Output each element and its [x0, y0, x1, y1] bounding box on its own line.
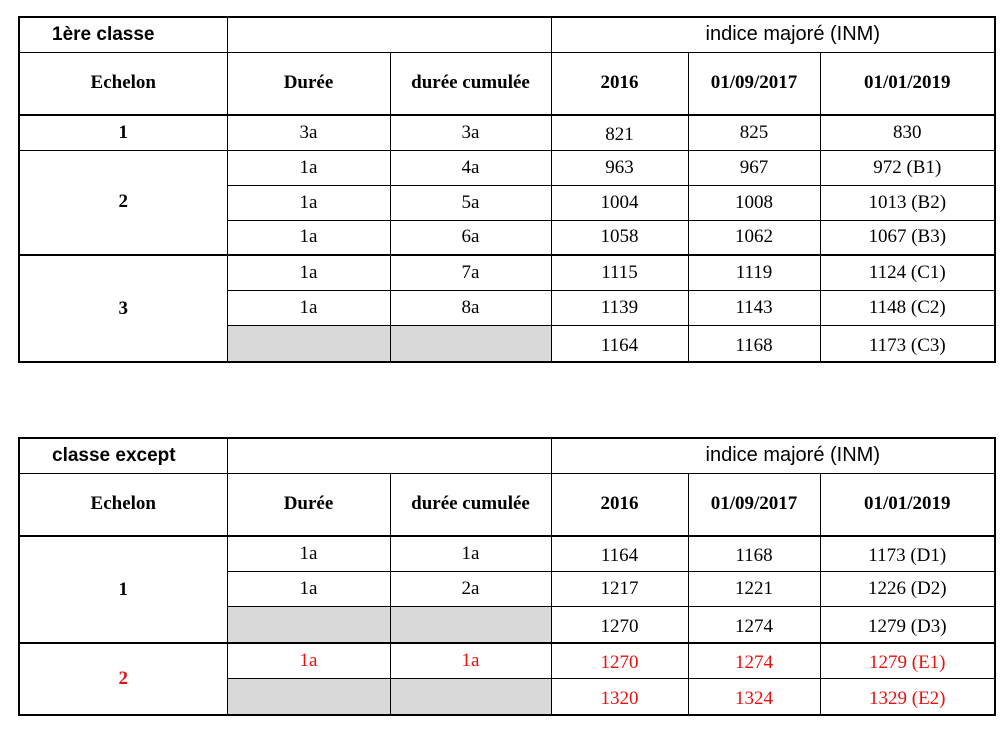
value-2017-cell: 1062: [688, 220, 820, 255]
empty-duree-cell: [227, 606, 390, 643]
value-2016-cell: 1058: [551, 220, 688, 255]
duree-cell: 1a: [227, 290, 390, 325]
echelon-cell: 1: [19, 115, 227, 150]
value-2017-cell: 967: [688, 150, 820, 185]
value-2016-cell: 1164: [551, 325, 688, 362]
value-2019-cell: 830: [820, 115, 995, 150]
empty-duree-cell: [227, 678, 390, 715]
header-echelon: Echelon: [19, 473, 227, 536]
value-2017-cell: 1324: [688, 678, 820, 715]
table-row: [19, 536, 995, 571]
header-2016: 2016: [551, 473, 688, 536]
value-2017-cell: 1274: [688, 643, 820, 678]
empty-cumul-cell: [390, 325, 551, 362]
cumul-cell: 5a: [390, 185, 551, 220]
value-2019-cell: 1067 (B3): [820, 220, 995, 255]
duree-cell: 1a: [227, 536, 390, 571]
duree-cell: 1a: [227, 185, 390, 220]
cumul-cell: 1a: [390, 536, 551, 571]
header-duree-cumulee: durée cumulée: [390, 473, 551, 536]
header-duree: Durée: [227, 52, 390, 115]
value-2016-cell: 1270: [551, 606, 688, 643]
value-2017-cell: 1143: [688, 290, 820, 325]
table-1ere-classe: [18, 16, 996, 363]
value-2019-cell: 972 (B1): [820, 150, 995, 185]
value-2016-cell: 1139: [551, 290, 688, 325]
empty-cumul-cell: [390, 606, 551, 643]
value-2016-cell: 1217: [551, 571, 688, 606]
value-2019-cell: 1279 (E1): [820, 643, 995, 678]
table-row: [19, 115, 995, 150]
duree-cell: 1a: [227, 643, 390, 678]
echelon-cell: 3: [19, 255, 227, 362]
header-echelon: Echelon: [19, 52, 227, 115]
value-2019-cell: 1124 (C1): [820, 255, 995, 290]
header-2019: 01/01/2019: [820, 473, 995, 536]
header-2017: 01/09/2017: [688, 52, 820, 115]
header-duree: Durée: [227, 473, 390, 536]
echelon-cell: 2: [19, 150, 227, 255]
table-row: [19, 643, 995, 678]
cumul-cell: 1a: [390, 643, 551, 678]
duree-cell: 1a: [227, 150, 390, 185]
value-2017-cell: 1168: [688, 325, 820, 362]
cumul-cell: 4a: [390, 150, 551, 185]
header-2019: 01/01/2019: [820, 52, 995, 115]
header-row: [19, 52, 995, 115]
header-2017: 01/09/2017: [688, 473, 820, 536]
value-2017-cell: 1168: [688, 536, 820, 571]
value-2016-cell: 1270: [551, 643, 688, 678]
value-2017-cell: 1221: [688, 571, 820, 606]
cumul-cell: 7a: [390, 255, 551, 290]
table-classe-except: [18, 437, 996, 716]
echelon-cell: 1: [19, 536, 227, 643]
cumul-cell: 3a: [390, 115, 551, 150]
cumul-cell: 6a: [390, 220, 551, 255]
header-2016: 2016: [551, 52, 688, 115]
table-title-row: [19, 17, 995, 52]
duree-cell: 3a: [227, 115, 390, 150]
value-2019-cell: 1279 (D3): [820, 606, 995, 643]
value-2016-cell: 1115: [551, 255, 688, 290]
value-2019-cell: 1329 (E2): [820, 678, 995, 715]
value-2017-cell: 1119: [688, 255, 820, 290]
value-2019-cell: 1173 (D1): [820, 536, 995, 571]
duree-cell: 1a: [227, 255, 390, 290]
value-2019-cell: 1013 (B2): [820, 185, 995, 220]
blank-header-cell: [227, 438, 551, 473]
cumul-cell: 2a: [390, 571, 551, 606]
echelon-cell: 2: [19, 643, 227, 715]
section-label: 1ère classe: [19, 17, 227, 52]
indice-label: indice majoré (INM): [551, 438, 995, 473]
table-row: [19, 255, 995, 290]
indice-label: indice majoré (INM): [551, 17, 995, 52]
value-2016-cell: 1004: [551, 185, 688, 220]
value-2016-cell: 821: [551, 115, 688, 150]
blank-header-cell: [227, 17, 551, 52]
table-title-row: [19, 438, 995, 473]
header-row: [19, 473, 995, 536]
cumul-cell: 8a: [390, 290, 551, 325]
duree-cell: 1a: [227, 571, 390, 606]
value-2016-cell: 1164: [551, 536, 688, 571]
duree-cell: 1a: [227, 220, 390, 255]
empty-cumul-cell: [390, 678, 551, 715]
value-2019-cell: 1173 (C3): [820, 325, 995, 362]
header-duree-cumulee: durée cumulée: [390, 52, 551, 115]
value-2016-cell: 1320: [551, 678, 688, 715]
section-label: classe except: [19, 438, 227, 473]
value-2017-cell: 825: [688, 115, 820, 150]
value-2019-cell: 1148 (C2): [820, 290, 995, 325]
value-2019-cell: 1226 (D2): [820, 571, 995, 606]
value-2017-cell: 1008: [688, 185, 820, 220]
table-row: [19, 150, 995, 185]
empty-duree-cell: [227, 325, 390, 362]
value-2016-cell: 963: [551, 150, 688, 185]
value-2017-cell: 1274: [688, 606, 820, 643]
